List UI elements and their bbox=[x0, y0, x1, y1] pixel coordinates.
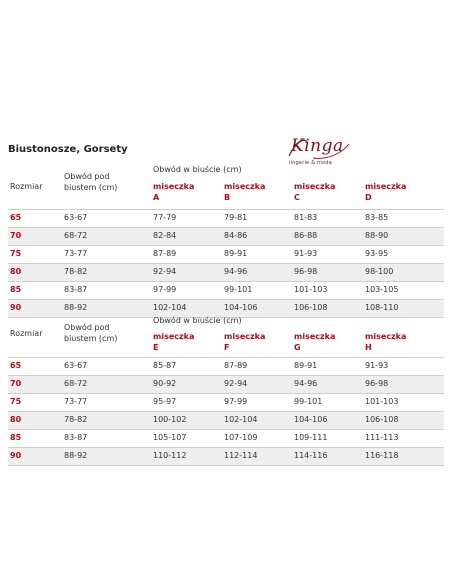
bust-cell: 99-101 bbox=[294, 397, 323, 406]
bust-cell: 87-89 bbox=[224, 361, 248, 370]
bust-cell: 90-92 bbox=[153, 379, 177, 388]
underbust-cell: 73-77 bbox=[64, 397, 88, 406]
bust-cell: 96-98 bbox=[365, 379, 389, 388]
bust-cell: 99-101 bbox=[224, 285, 253, 294]
size-cell: 80 bbox=[10, 267, 22, 276]
underbust-cell: 83-87 bbox=[64, 433, 88, 442]
size-cell: 65 bbox=[10, 361, 22, 370]
size-cell: 70 bbox=[10, 379, 22, 388]
bust-header: Obwód w biuście (cm) bbox=[153, 165, 242, 174]
size-cell: 75 bbox=[10, 397, 22, 406]
bust-cell: 83-85 bbox=[365, 213, 389, 222]
cup-header: miseczka B bbox=[224, 182, 266, 202]
underbust-cell: 73-77 bbox=[64, 249, 88, 258]
underbust-column-header: Obwód pod biustem (cm) bbox=[64, 323, 118, 343]
table-row bbox=[8, 299, 444, 317]
underbust-column-header: Obwód pod biustem (cm) bbox=[64, 172, 118, 192]
bust-cell: 84-86 bbox=[224, 231, 248, 240]
table-row bbox=[8, 375, 444, 393]
bust-cell: 103-105 bbox=[365, 285, 399, 294]
logo-tagline: lingerie & moda bbox=[289, 160, 332, 166]
table-row bbox=[8, 263, 444, 281]
logo-wordmark: Kinga bbox=[291, 136, 344, 156]
bust-cell: 100-102 bbox=[153, 415, 187, 424]
cup-header: miseczka D bbox=[365, 182, 407, 202]
page-title: Biustonosze, Gorsety bbox=[8, 144, 128, 155]
table-body bbox=[8, 209, 444, 318]
bust-cell: 92-94 bbox=[153, 267, 177, 276]
bust-cell: 92-94 bbox=[224, 379, 248, 388]
bust-cell: 95-97 bbox=[153, 397, 177, 406]
table-row bbox=[8, 209, 444, 227]
cup-header: miseczka C bbox=[294, 182, 336, 202]
size-cell: 75 bbox=[10, 249, 22, 258]
bust-cell: 104-106 bbox=[224, 303, 258, 312]
bust-cell: 85-87 bbox=[153, 361, 177, 370]
cup-header: miseczka E bbox=[153, 332, 195, 352]
cup-header: miseczka G bbox=[294, 332, 336, 352]
bust-cell: 102-104 bbox=[224, 415, 258, 424]
bust-cell: 97-99 bbox=[224, 397, 248, 406]
cup-header: miseczka H bbox=[365, 332, 407, 352]
underbust-cell: 88-92 bbox=[64, 303, 88, 312]
table-row bbox=[8, 393, 444, 411]
table-row bbox=[8, 447, 444, 465]
size-cell: 65 bbox=[10, 213, 22, 222]
bust-cell: 106-108 bbox=[294, 303, 328, 312]
underbust-cell: 63-67 bbox=[64, 213, 88, 222]
table-row bbox=[8, 357, 444, 375]
bust-cell: 107-109 bbox=[224, 433, 258, 442]
cup-header: miseczka F bbox=[224, 332, 266, 352]
underbust-cell: 78-82 bbox=[64, 415, 88, 424]
bust-cell: 96-98 bbox=[294, 267, 318, 276]
bust-cell: 104-106 bbox=[294, 415, 328, 424]
size-cell: 85 bbox=[10, 433, 22, 442]
bust-cell: 108-110 bbox=[365, 303, 399, 312]
bust-cell: 81-83 bbox=[294, 213, 318, 222]
table-body bbox=[8, 357, 444, 466]
table-header bbox=[8, 163, 444, 209]
size-cell: 90 bbox=[10, 303, 22, 312]
bust-cell: 77-79 bbox=[153, 213, 177, 222]
bust-header: Obwód w biuście (cm) bbox=[153, 316, 242, 325]
table-row bbox=[8, 227, 444, 245]
underbust-cell: 68-72 bbox=[64, 231, 88, 240]
bust-cell: 111-113 bbox=[365, 433, 399, 442]
size-table-2 bbox=[8, 316, 444, 466]
size-cell: 85 bbox=[10, 285, 22, 294]
table-row bbox=[8, 429, 444, 447]
bust-cell: 105-107 bbox=[153, 433, 187, 442]
bust-cell: 94-96 bbox=[294, 379, 318, 388]
table-row bbox=[8, 245, 444, 263]
cup-header: miseczka A bbox=[153, 182, 195, 202]
bust-cell: 101-103 bbox=[365, 397, 399, 406]
bust-cell: 116-118 bbox=[365, 451, 399, 460]
bust-cell: 93-95 bbox=[365, 249, 389, 258]
size-cell: 70 bbox=[10, 231, 22, 240]
bust-cell: 89-91 bbox=[294, 361, 318, 370]
bust-cell: 109-111 bbox=[294, 433, 328, 442]
underbust-cell: 78-82 bbox=[64, 267, 88, 276]
table-row bbox=[8, 411, 444, 429]
size-column-header: Rozmiar bbox=[10, 329, 43, 338]
bust-cell: 86-88 bbox=[294, 231, 318, 240]
bust-cell: 102-104 bbox=[153, 303, 187, 312]
bust-cell: 112-114 bbox=[224, 451, 258, 460]
bust-cell: 91-93 bbox=[365, 361, 389, 370]
size-cell: 80 bbox=[10, 415, 22, 424]
bust-cell: 98-100 bbox=[365, 267, 394, 276]
underbust-cell: 63-67 bbox=[64, 361, 88, 370]
table-header bbox=[8, 316, 444, 357]
bust-cell: 82-84 bbox=[153, 231, 177, 240]
underbust-cell: 83-87 bbox=[64, 285, 88, 294]
bust-cell: 87-89 bbox=[153, 249, 177, 258]
table-row bbox=[8, 281, 444, 299]
size-column-header: Rozmiar bbox=[10, 182, 43, 191]
bust-cell: 97-99 bbox=[153, 285, 177, 294]
size-table-1 bbox=[8, 163, 444, 318]
bust-cell: 106-108 bbox=[365, 415, 399, 424]
underbust-cell: 88-92 bbox=[64, 451, 88, 460]
size-cell: 90 bbox=[10, 451, 22, 460]
bust-cell: 88-90 bbox=[365, 231, 389, 240]
bust-cell: 91-93 bbox=[294, 249, 318, 258]
bust-cell: 110-112 bbox=[153, 451, 187, 460]
bust-cell: 79-81 bbox=[224, 213, 248, 222]
bust-cell: 94-96 bbox=[224, 267, 248, 276]
bust-cell: 89-91 bbox=[224, 249, 248, 258]
bust-cell: 114-116 bbox=[294, 451, 328, 460]
bust-cell: 101-103 bbox=[294, 285, 328, 294]
underbust-cell: 68-72 bbox=[64, 379, 88, 388]
